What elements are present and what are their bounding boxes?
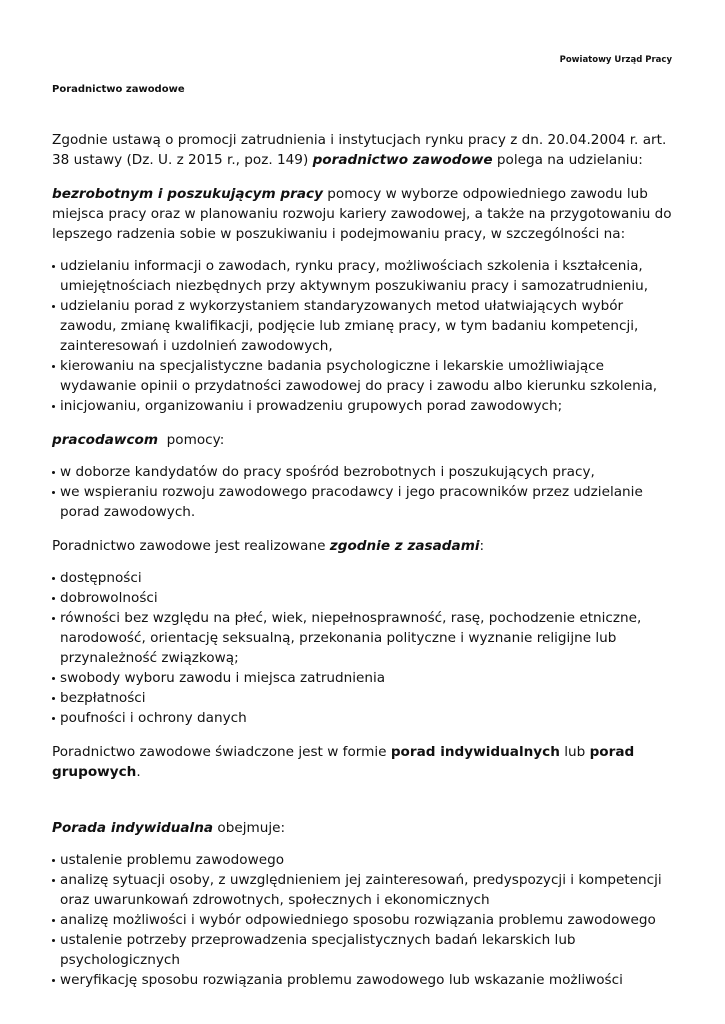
forms-paragraph [52,742,677,782]
list-item: udzielaniu informacji o zawodach, rynku pracy, możliwościach szkolenia i kształcenia, umiejętnościach niezbędnych przy aktywnym poszukiwaniu pracy i samozatrudnieniu, [52,256,677,296]
intro-paragraph [52,130,677,170]
forms-text: Poradnictwo zawodowe świadczone jest w formie [52,744,391,760]
employers-paragraph [52,430,677,450]
unemployed-emphasis: bezrobotnym i poszukującym pracy [52,186,323,202]
intro-text: Zgodnie ustawą o promocji zatrudnienia i instytucjach rynku pracy z dn. 20.04.2004 r. art. 38 ustawy (Dz. U. z 2015 r., poz. 149) [52,132,667,168]
list-item: ustalenie problemu zawodowego [52,850,677,870]
list-item: ustalenie potrzeby przeprowadzenia specjalistycznych badań lekarskich lub psychologicznych [52,930,677,970]
employers-text: pomocy: [158,432,225,448]
organization-name: Powiatowy Urząd Pracy [559,55,672,65]
individual-paragraph [52,818,677,838]
list-item: dostępności [52,568,677,588]
unemployed-paragraph [52,184,677,244]
list-item: w doborze kandydatów do pracy spośród bezrobotnych i poszukujących pracy, [52,462,677,482]
employers-list [52,462,677,522]
intro-text-end: polega na udzielaniu: [492,152,643,168]
list-item: bezpłatności [52,688,677,708]
document-body [52,130,677,990]
principles-emphasis: zgodnie z zasadami [329,538,480,554]
list-item: dobrowolności [52,588,677,608]
employers-emphasis: pracodawcom [52,432,159,448]
list-item: we wspieraniu rozwoju zawodowego pracodawcy i jego pracowników przez udzielanie porad zawodowych. [52,482,677,522]
unemployed-list [52,256,677,416]
list-item: inicjowaniu, organizowaniu i prowadzeniu grupowych porad zawodowych; [52,396,677,416]
principles-text-end: : [479,538,485,554]
list-item: udzielaniu porad z wykorzystaniem standaryzowanych metod ułatwiających wybór zawodu, zmianę kwalifikacji, podjęcie lub zmianę pracy, w tym badaniu kompetencji, zainteresowań i uzdolnień zawodowych, [52,296,677,356]
list-item: swobody wyboru zawodu i miejsca zatrudnienia [52,668,677,688]
principles-text: Poradnictwo zawodowe jest realizowane [52,538,330,554]
individual-emphasis: Porada indywidualna [52,820,214,836]
forms-bold-individual: porad indywidualnych [390,744,560,760]
forms-bold-group: porad grupowych [52,744,635,780]
list-item: analizę sytuacji osoby, z uwzględnieniem jej zainteresowań, predyspozycji i kompetencji oraz uwarunkowań zdrowotnych, społecznych i ekonomicznych [52,870,677,910]
list-item: analizę możliwości i wybór odpowiedniego sposobu rozwiązania problemu zawodowego [52,910,677,930]
individual-text: obejmuje: [213,820,286,836]
forms-text-end: . [136,764,141,780]
unemployed-text: pomocy w wyborze odpowiedniego zawodu lub miejsca pracy oraz w planowaniu rozwoju kariery zawodowej, a także na przygotowaniu do lepszego radzenia sobie w poszukiwaniu i podejmowaniu pracy, w szczególności na: [52,186,672,242]
list-item: poufności i ochrony danych [52,708,677,728]
list-item: weryfikację sposobu rozwiązania problemu zawodowego lub wskazanie możliwości [52,970,677,990]
list-item: równości bez względu na płeć, wiek, niepełnosprawność, rasę, pochodzenie etniczne, narodowość, orientację seksualną, przekonania polityczne i wyznanie religijne lub przynależność związkową; [52,608,677,668]
individual-list [52,850,677,990]
document-title: Poradnictwo zawodowe [52,84,185,95]
principles-list [52,568,677,728]
forms-text-or: lub [559,744,590,760]
principles-paragraph [52,536,677,556]
intro-emphasis: poradnictwo zawodowe [312,152,493,168]
list-item: kierowaniu na specjalistyczne badania psychologiczne i lekarskie umożliwiające wydawanie opinii o przydatności zawodowej do pracy i zawodu albo kierunku szkolenia, [52,356,677,396]
